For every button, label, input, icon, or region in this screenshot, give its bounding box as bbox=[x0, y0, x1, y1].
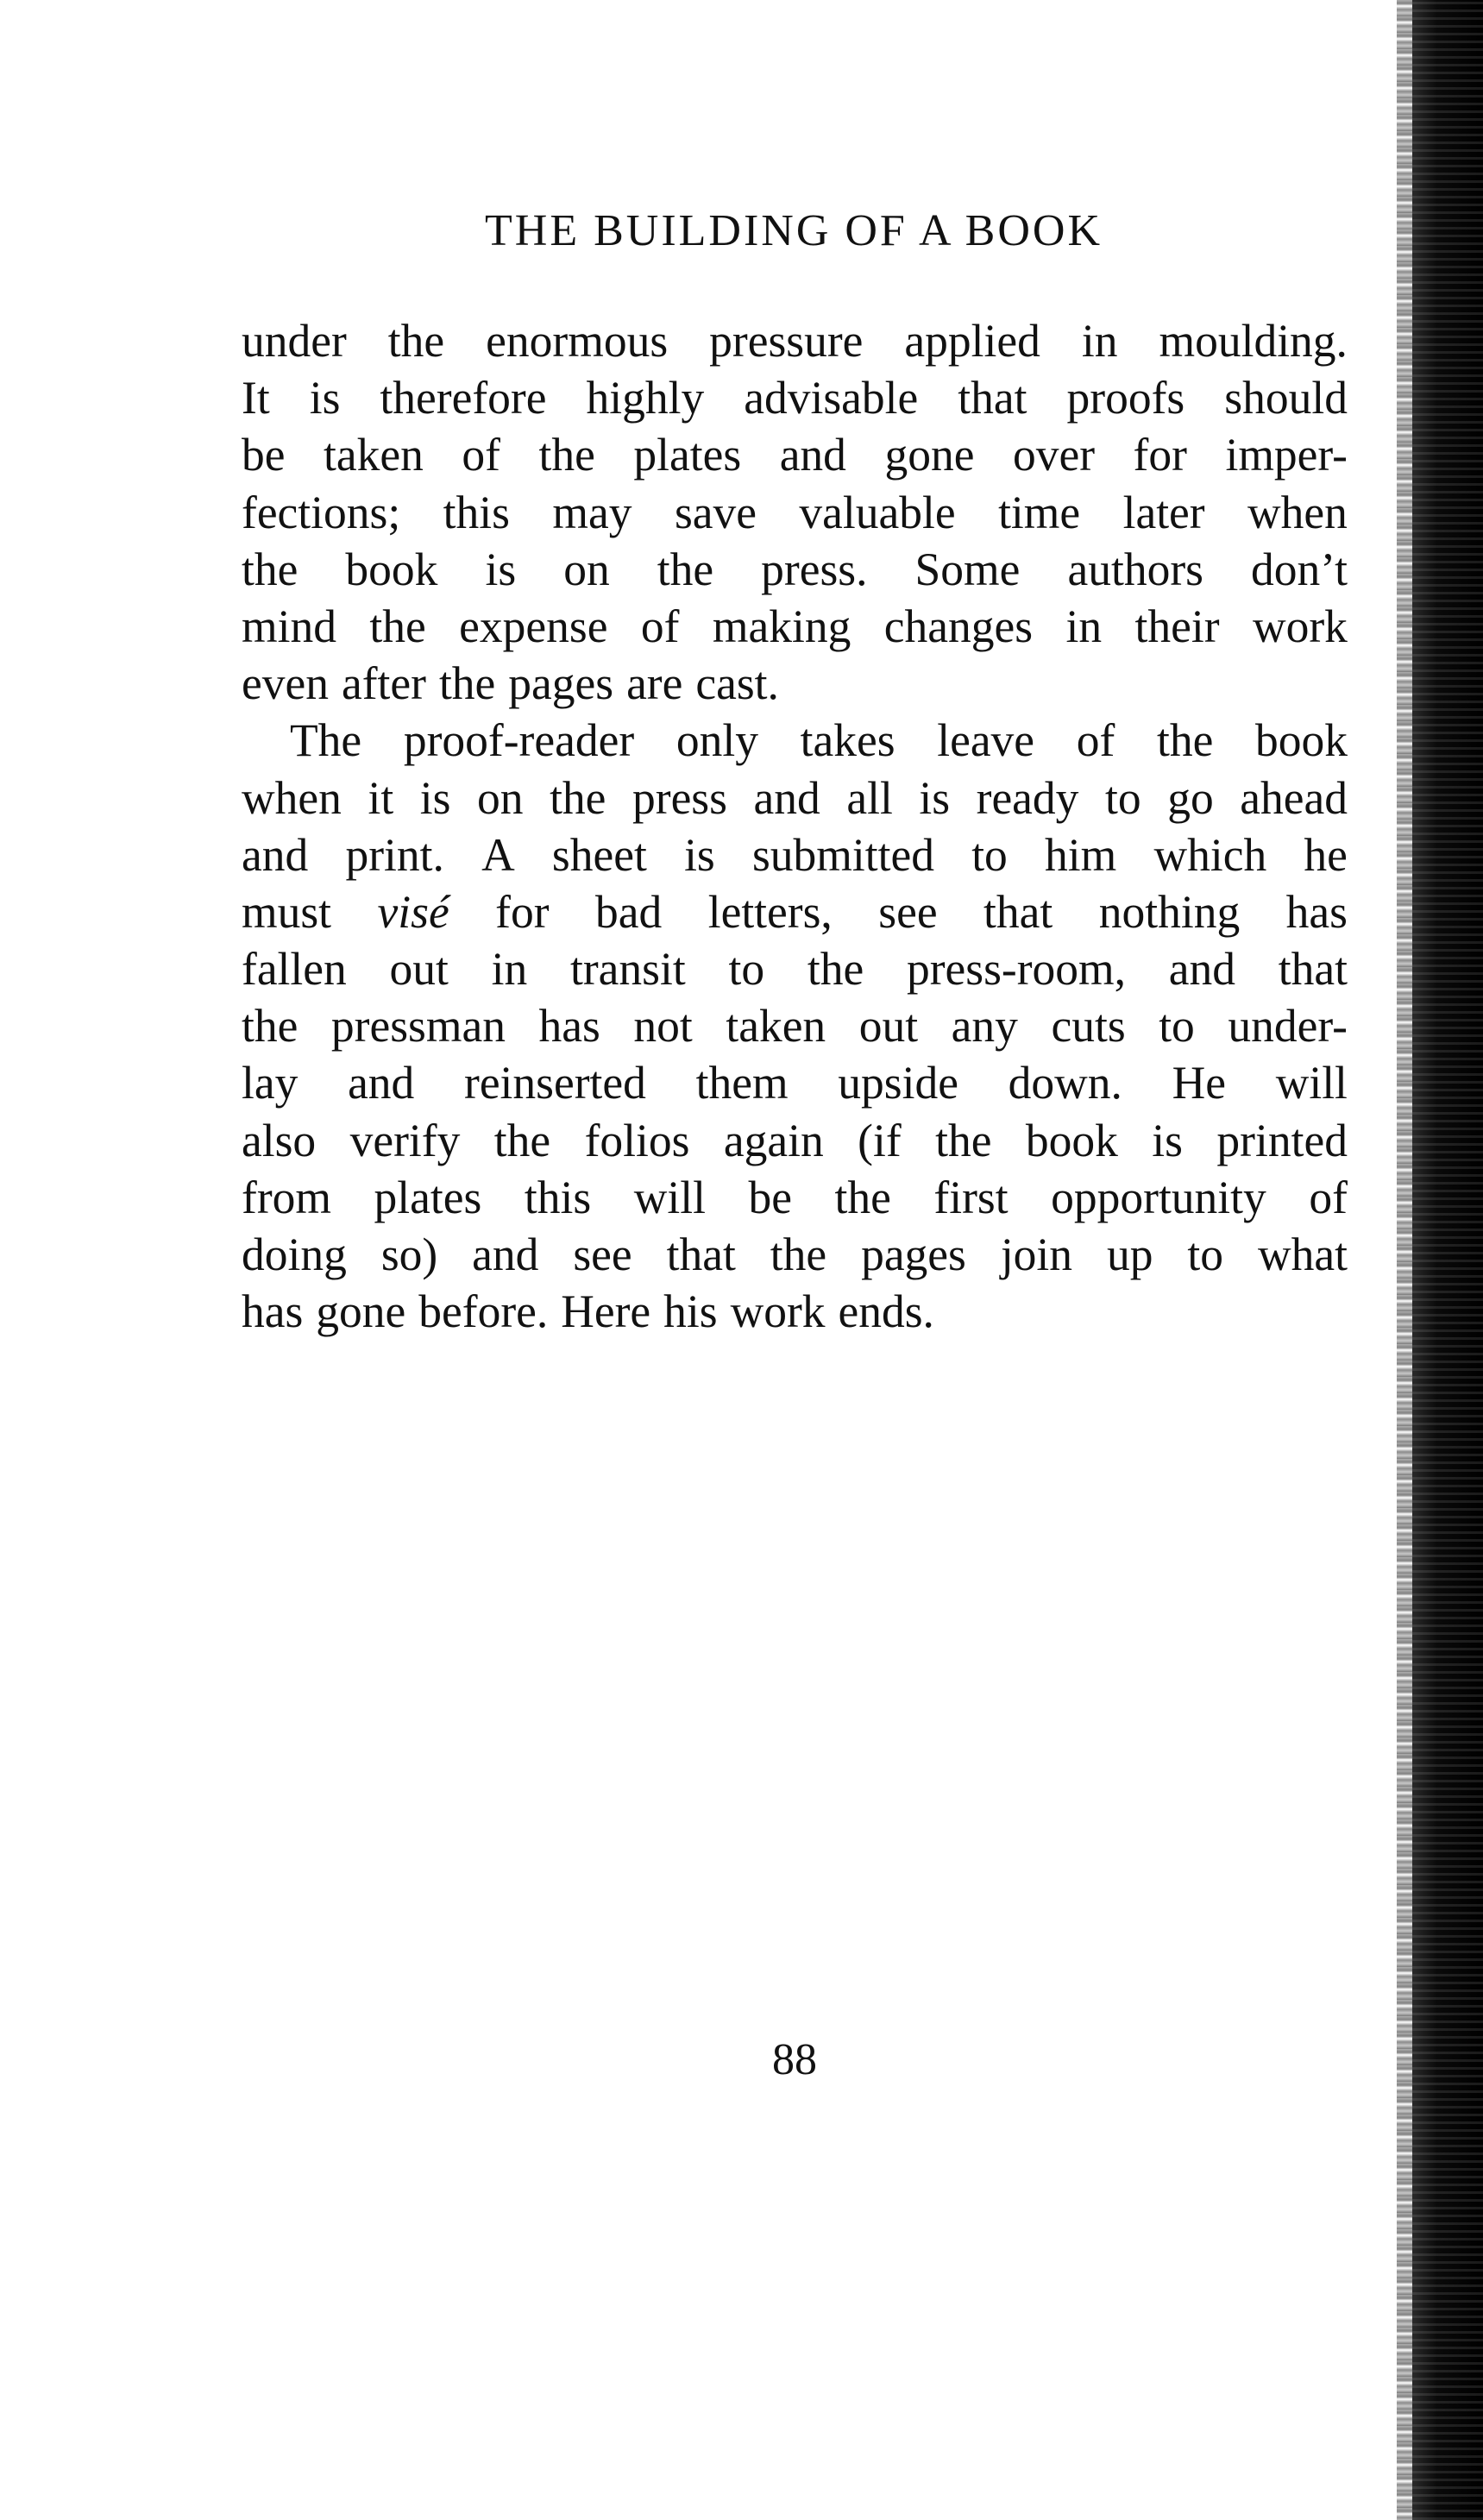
text-line: lay and reinserted them upside down. He will bbox=[242, 1057, 1348, 1109]
text-line: The proof-reader only takes leave of the book bbox=[290, 714, 1348, 767]
text-line: the book is on the press. Some authors don’t bbox=[242, 543, 1348, 595]
text-line: from plates this will be the first opportunity of bbox=[242, 1171, 1348, 1223]
text-line: fallen out in transit to the press-room, and that bbox=[242, 943, 1348, 996]
text-line: the pressman has not taken out any cuts to under- bbox=[242, 1000, 1348, 1053]
text-line: when it is on the press and all is ready to go ahead bbox=[242, 771, 1348, 824]
text-line: under the enormous pressure applied in moulding. bbox=[242, 315, 1348, 367]
text-line: and print. A sheet is submitted to him which he bbox=[242, 828, 1348, 881]
text-line: must visé for bad letters, see that nothing has bbox=[242, 885, 1348, 938]
text-line: also verify the folios again (if the book is printed bbox=[242, 1114, 1348, 1166]
text-line: It is therefore highly advisable that proofs should bbox=[242, 372, 1348, 424]
paragraph bbox=[242, 312, 1348, 712]
text-line: even after the pages are cast. bbox=[242, 657, 779, 710]
text-line: fections; this may save valuable time later when bbox=[242, 486, 1348, 538]
page-number: 88 bbox=[772, 2035, 817, 2084]
binding-shadow bbox=[1412, 0, 1483, 2520]
paragraph bbox=[242, 712, 1348, 1340]
text-line: has gone before. Here his work ends. bbox=[242, 1285, 934, 1338]
text-line: mind the expense of making changes in their work bbox=[242, 600, 1348, 652]
text-line: doing so) and see that the pages join up to what bbox=[242, 1229, 1348, 1280]
running-head: THE BUILDING OF A BOOK bbox=[485, 206, 1103, 255]
text-line: be taken of the plates and gone over for imper- bbox=[242, 429, 1348, 481]
body-text bbox=[242, 312, 1348, 1340]
